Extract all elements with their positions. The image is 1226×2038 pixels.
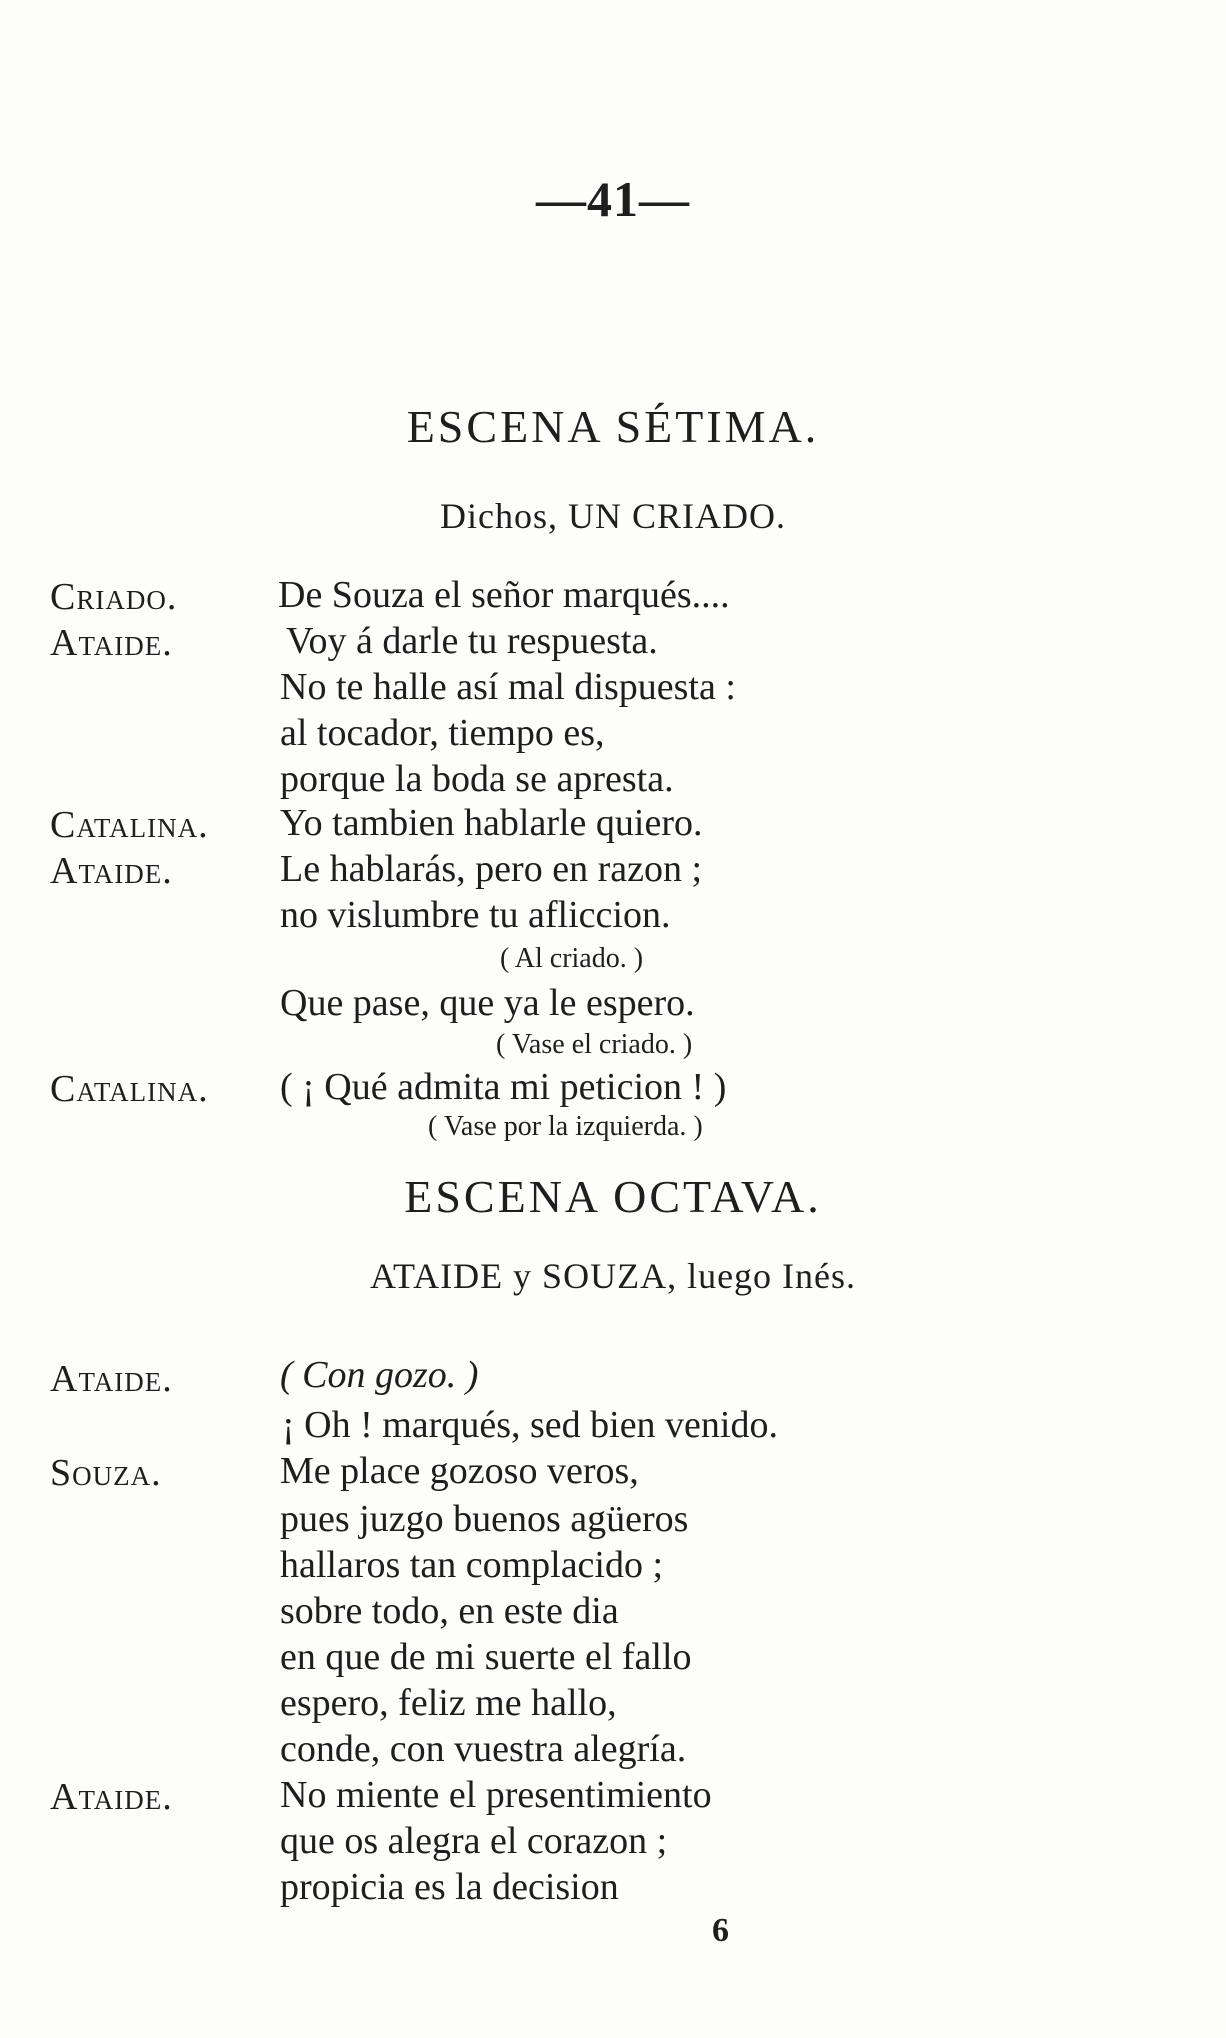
scene-8-title: ESCENA OCTAVA. (404, 1171, 822, 1222)
scene-7-characters: Dichos, UN CRIADO. (440, 496, 786, 536)
speaker-catalina: Catalina. (50, 804, 209, 846)
verse-line: ¡ Oh ! marqués, sed bien venido. (282, 1404, 778, 1446)
verse-line: que os alegra el corazon ; (280, 1820, 668, 1862)
speaker-souza: Souza. (50, 1452, 162, 1494)
speaker-ataide: Ataide. (50, 622, 173, 664)
verse-line: sobre todo, en este dia (280, 1590, 619, 1632)
speaker-ataide: Ataide. (50, 1776, 173, 1818)
verse-line: ( ¡ Qué admita mi peticion ! ) (280, 1066, 727, 1108)
verse-line: conde, con vuestra alegría. (280, 1728, 687, 1770)
verse-line: en que de mi suerte el fallo (280, 1636, 692, 1678)
verse-line: propicia es la decision (280, 1866, 619, 1908)
printer-signature-mark: 6 (712, 1912, 729, 1949)
verse-line: No miente el presentimiento (280, 1774, 712, 1816)
verse-line: pues juzgo buenos agüeros (280, 1498, 689, 1540)
speaker-catalina: Catalina. (50, 1068, 209, 1110)
verse-line: al tocador, tiempo es, (280, 712, 605, 754)
verse-line: No te halle así mal dispuesta : (280, 666, 736, 708)
verse-line: espero, feliz me hallo, (280, 1682, 617, 1724)
page-number: —41— (536, 171, 690, 227)
scene-7-title: ESCENA SÉTIMA. (406, 401, 820, 452)
stage-direction: ( Con gozo. ) (280, 1354, 479, 1396)
verse-line: Le hablarás, pero en razon ; (280, 848, 703, 890)
verse-line: Voy á darle tu respuesta. (286, 620, 658, 662)
speaker-ataide: Ataide. (50, 1358, 173, 1400)
stage-direction: ( Al criado. ) (500, 943, 644, 974)
scene-8-characters: ATAIDE y SOUZA, luego Inés. (369, 1256, 857, 1296)
verse-line: hallaros tan complacido ; (280, 1544, 664, 1586)
verse-line: no vislumbre tu afliccion. (280, 894, 671, 936)
verse-line: Yo tambien hablarle quiero. (280, 802, 703, 844)
speaker-criado: Criado. (50, 576, 178, 618)
stage-direction: ( Vase por la izquierda. ) (428, 1111, 703, 1142)
stage-direction: ( Vase el criado. ) (496, 1029, 693, 1060)
speaker-ataide: Ataide. (50, 850, 173, 892)
verse-line: Que pase, que ya le espero. (280, 982, 695, 1024)
verse-line: Me place gozoso veros, (280, 1450, 639, 1492)
verse-line: De Souza el señor marqués.... (278, 574, 730, 616)
verse-line: porque la boda se apresta. (280, 758, 674, 800)
